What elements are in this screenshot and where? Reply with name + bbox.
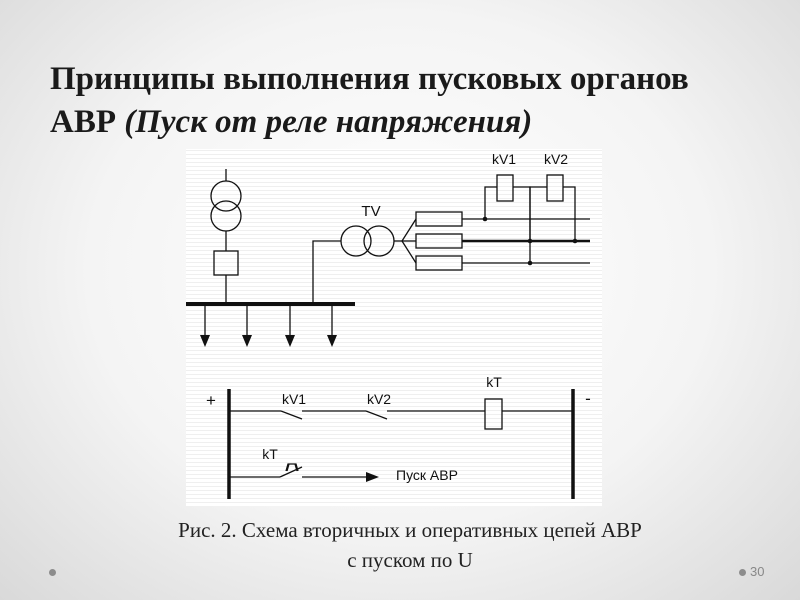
figure-caption xyxy=(100,515,720,575)
nav-dot-left[interactable] xyxy=(49,569,56,576)
fuses xyxy=(416,212,462,270)
coil-kt xyxy=(485,399,502,429)
circuit-diagram xyxy=(186,149,602,506)
title-line-2 xyxy=(50,101,770,144)
label-kv1-contact: kV1 xyxy=(281,391,307,407)
relay-kv2 xyxy=(528,175,578,265)
caption-line-2: с пуском по U xyxy=(347,548,473,572)
circuit-svg xyxy=(186,149,602,506)
label-tv: TV xyxy=(361,203,381,220)
page-number: 30 xyxy=(750,564,765,579)
title-subtitle: (Пуск от реле напряжения) xyxy=(124,104,533,140)
label-start: Пуск АВР xyxy=(396,467,458,483)
label-kt-coil: kT xyxy=(486,374,502,390)
voltage-transformer-tv xyxy=(341,219,416,263)
contact-kv1 xyxy=(281,411,302,419)
label-kv2-top: kV2 xyxy=(543,151,569,167)
label-kt-contact: kT xyxy=(262,446,278,462)
breaker-box xyxy=(214,251,238,275)
title-main: АВР xyxy=(50,104,125,140)
start-arrow xyxy=(366,472,379,482)
contact-kt xyxy=(280,467,302,477)
label-minus: - xyxy=(585,389,591,408)
title-line-1: Принципы выполнения пусковых органов xyxy=(50,61,689,97)
label-kv2-contact: kV2 xyxy=(366,391,392,407)
slide-title xyxy=(50,58,770,144)
contact-kv2 xyxy=(366,411,387,419)
power-transformer xyxy=(211,169,241,251)
caption-line-1: Рис. 2. Схема вторичных и оперативных цепей АВР xyxy=(178,518,642,542)
nav-dot-right[interactable] xyxy=(739,569,746,576)
feeder-arrows xyxy=(200,304,337,347)
label-plus: + xyxy=(206,391,216,410)
relay-kv1 xyxy=(483,175,533,243)
label-kv1-top: kV1 xyxy=(491,151,517,167)
